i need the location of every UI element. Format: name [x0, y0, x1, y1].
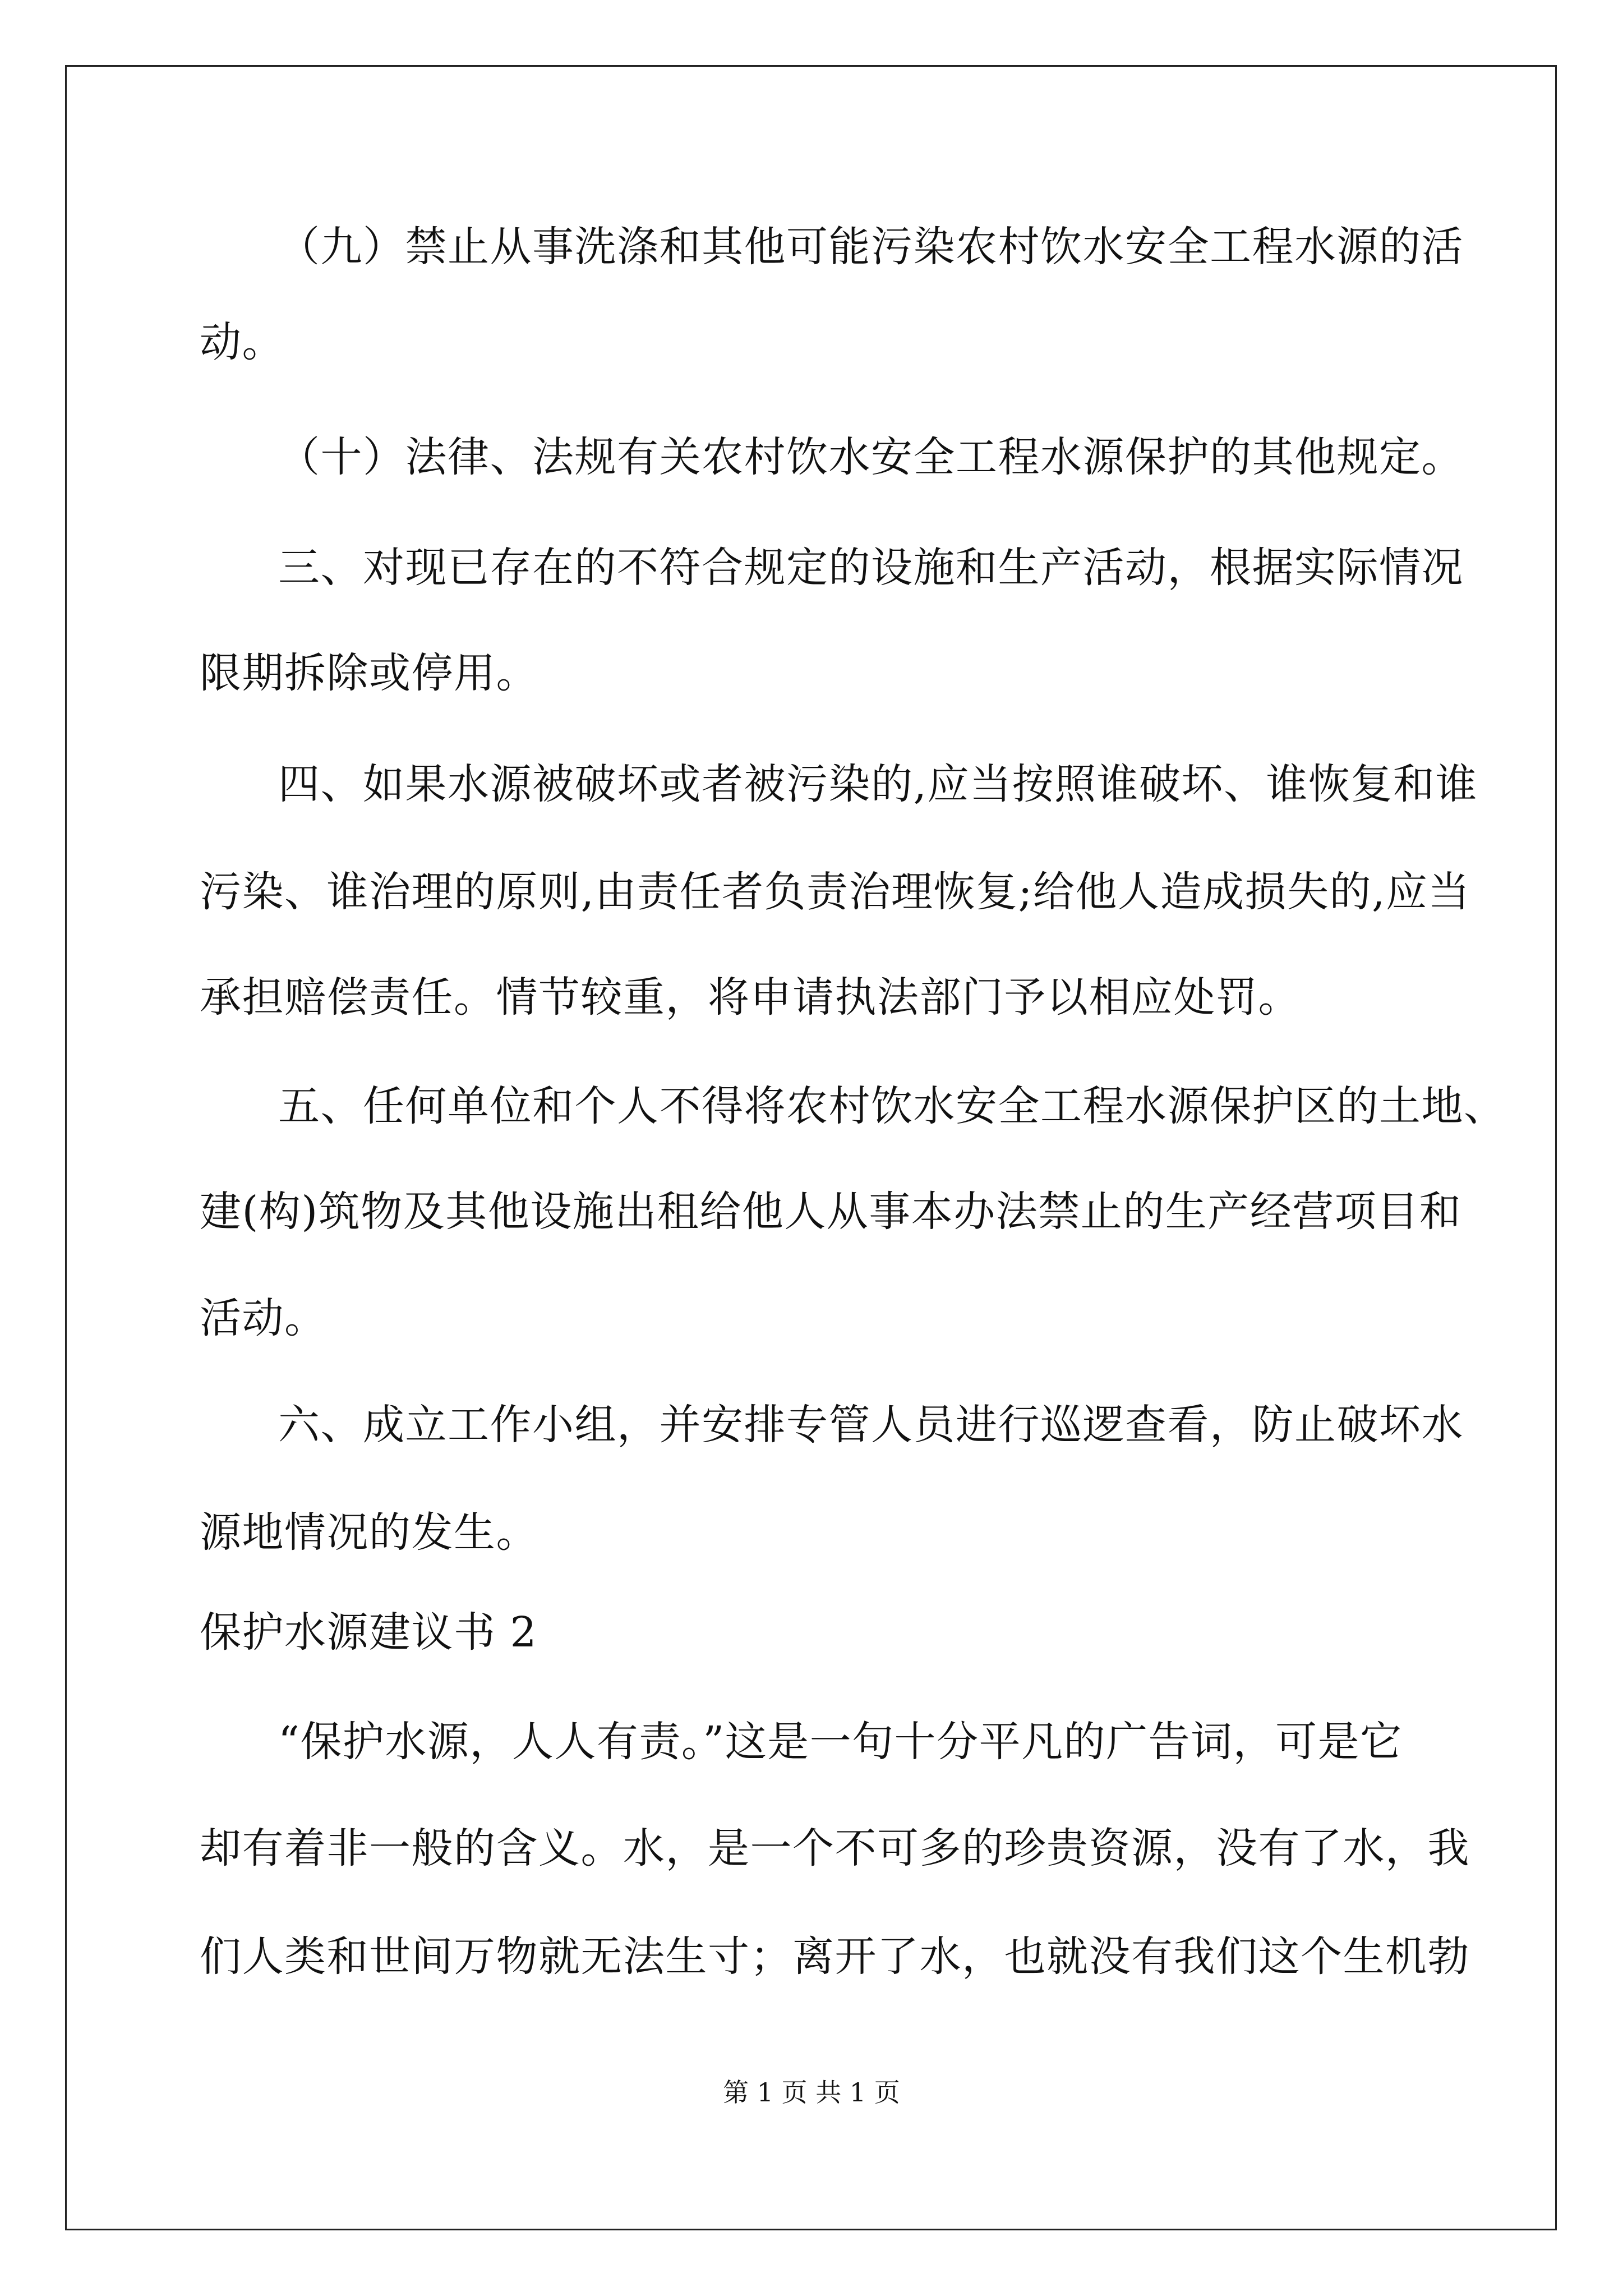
- page-number: 第 1 页 共 1 页: [723, 2077, 900, 2108]
- paragraph-line: （九）禁止从事洗涤和其他可能污染农村饮水安全工程水源的活: [278, 223, 1464, 271]
- paragraph-line: 六、成立工作小组，并安排专管人员进行巡逻查看，防止破坏水: [278, 1401, 1464, 1449]
- paragraph-line: 动。: [200, 318, 284, 366]
- paragraph-line: 五、任何单位和个人不得将农村饮水安全工程水源保护区的土地、: [278, 1082, 1506, 1130]
- paragraph-line: （十）法律、法规有关农村饮水安全工程水源保护的其他规定。: [278, 433, 1464, 481]
- page-border: [65, 65, 1557, 2230]
- paragraph-line: 三、对现已存在的不符合规定的设施和生产活动，根据实际情况: [278, 544, 1464, 592]
- paragraph-line: “保护水源，人人有责。”这是一句十分平凡的广告词，可是它: [278, 1718, 1403, 1766]
- paragraph-line: 源地情况的发生。: [200, 1508, 538, 1557]
- paragraph-line: 污染、谁治理的原则,由责任者负责治理恢复;给他人造成损失的,应当: [200, 868, 1470, 916]
- section-heading: 保护水源建议书 2: [200, 1608, 538, 1657]
- paragraph-line: 们人类和世间万物就无法生寸；离开了水，也就没有我们这个生机勃: [200, 1932, 1470, 1981]
- paragraph-line: 四、如果水源被破坏或者被污染的,应当按照谁破坏、谁恢复和谁: [278, 760, 1478, 808]
- paragraph-line: 限期拆除或停用。: [200, 649, 538, 697]
- paragraph-line: 却有着非一般的含义。水，是一个不可多的珍贵资源，没有了水，我: [200, 1824, 1470, 1872]
- paragraph-line: 活动。: [200, 1294, 327, 1342]
- paragraph-line: 建(构)筑物及其他设施出租给他人从事本办法禁止的生产经营项目和: [200, 1188, 1462, 1236]
- paragraph-line: 承担赔偿责任。情节较重，将申请执法部门予以相应处罚。: [200, 973, 1301, 1022]
